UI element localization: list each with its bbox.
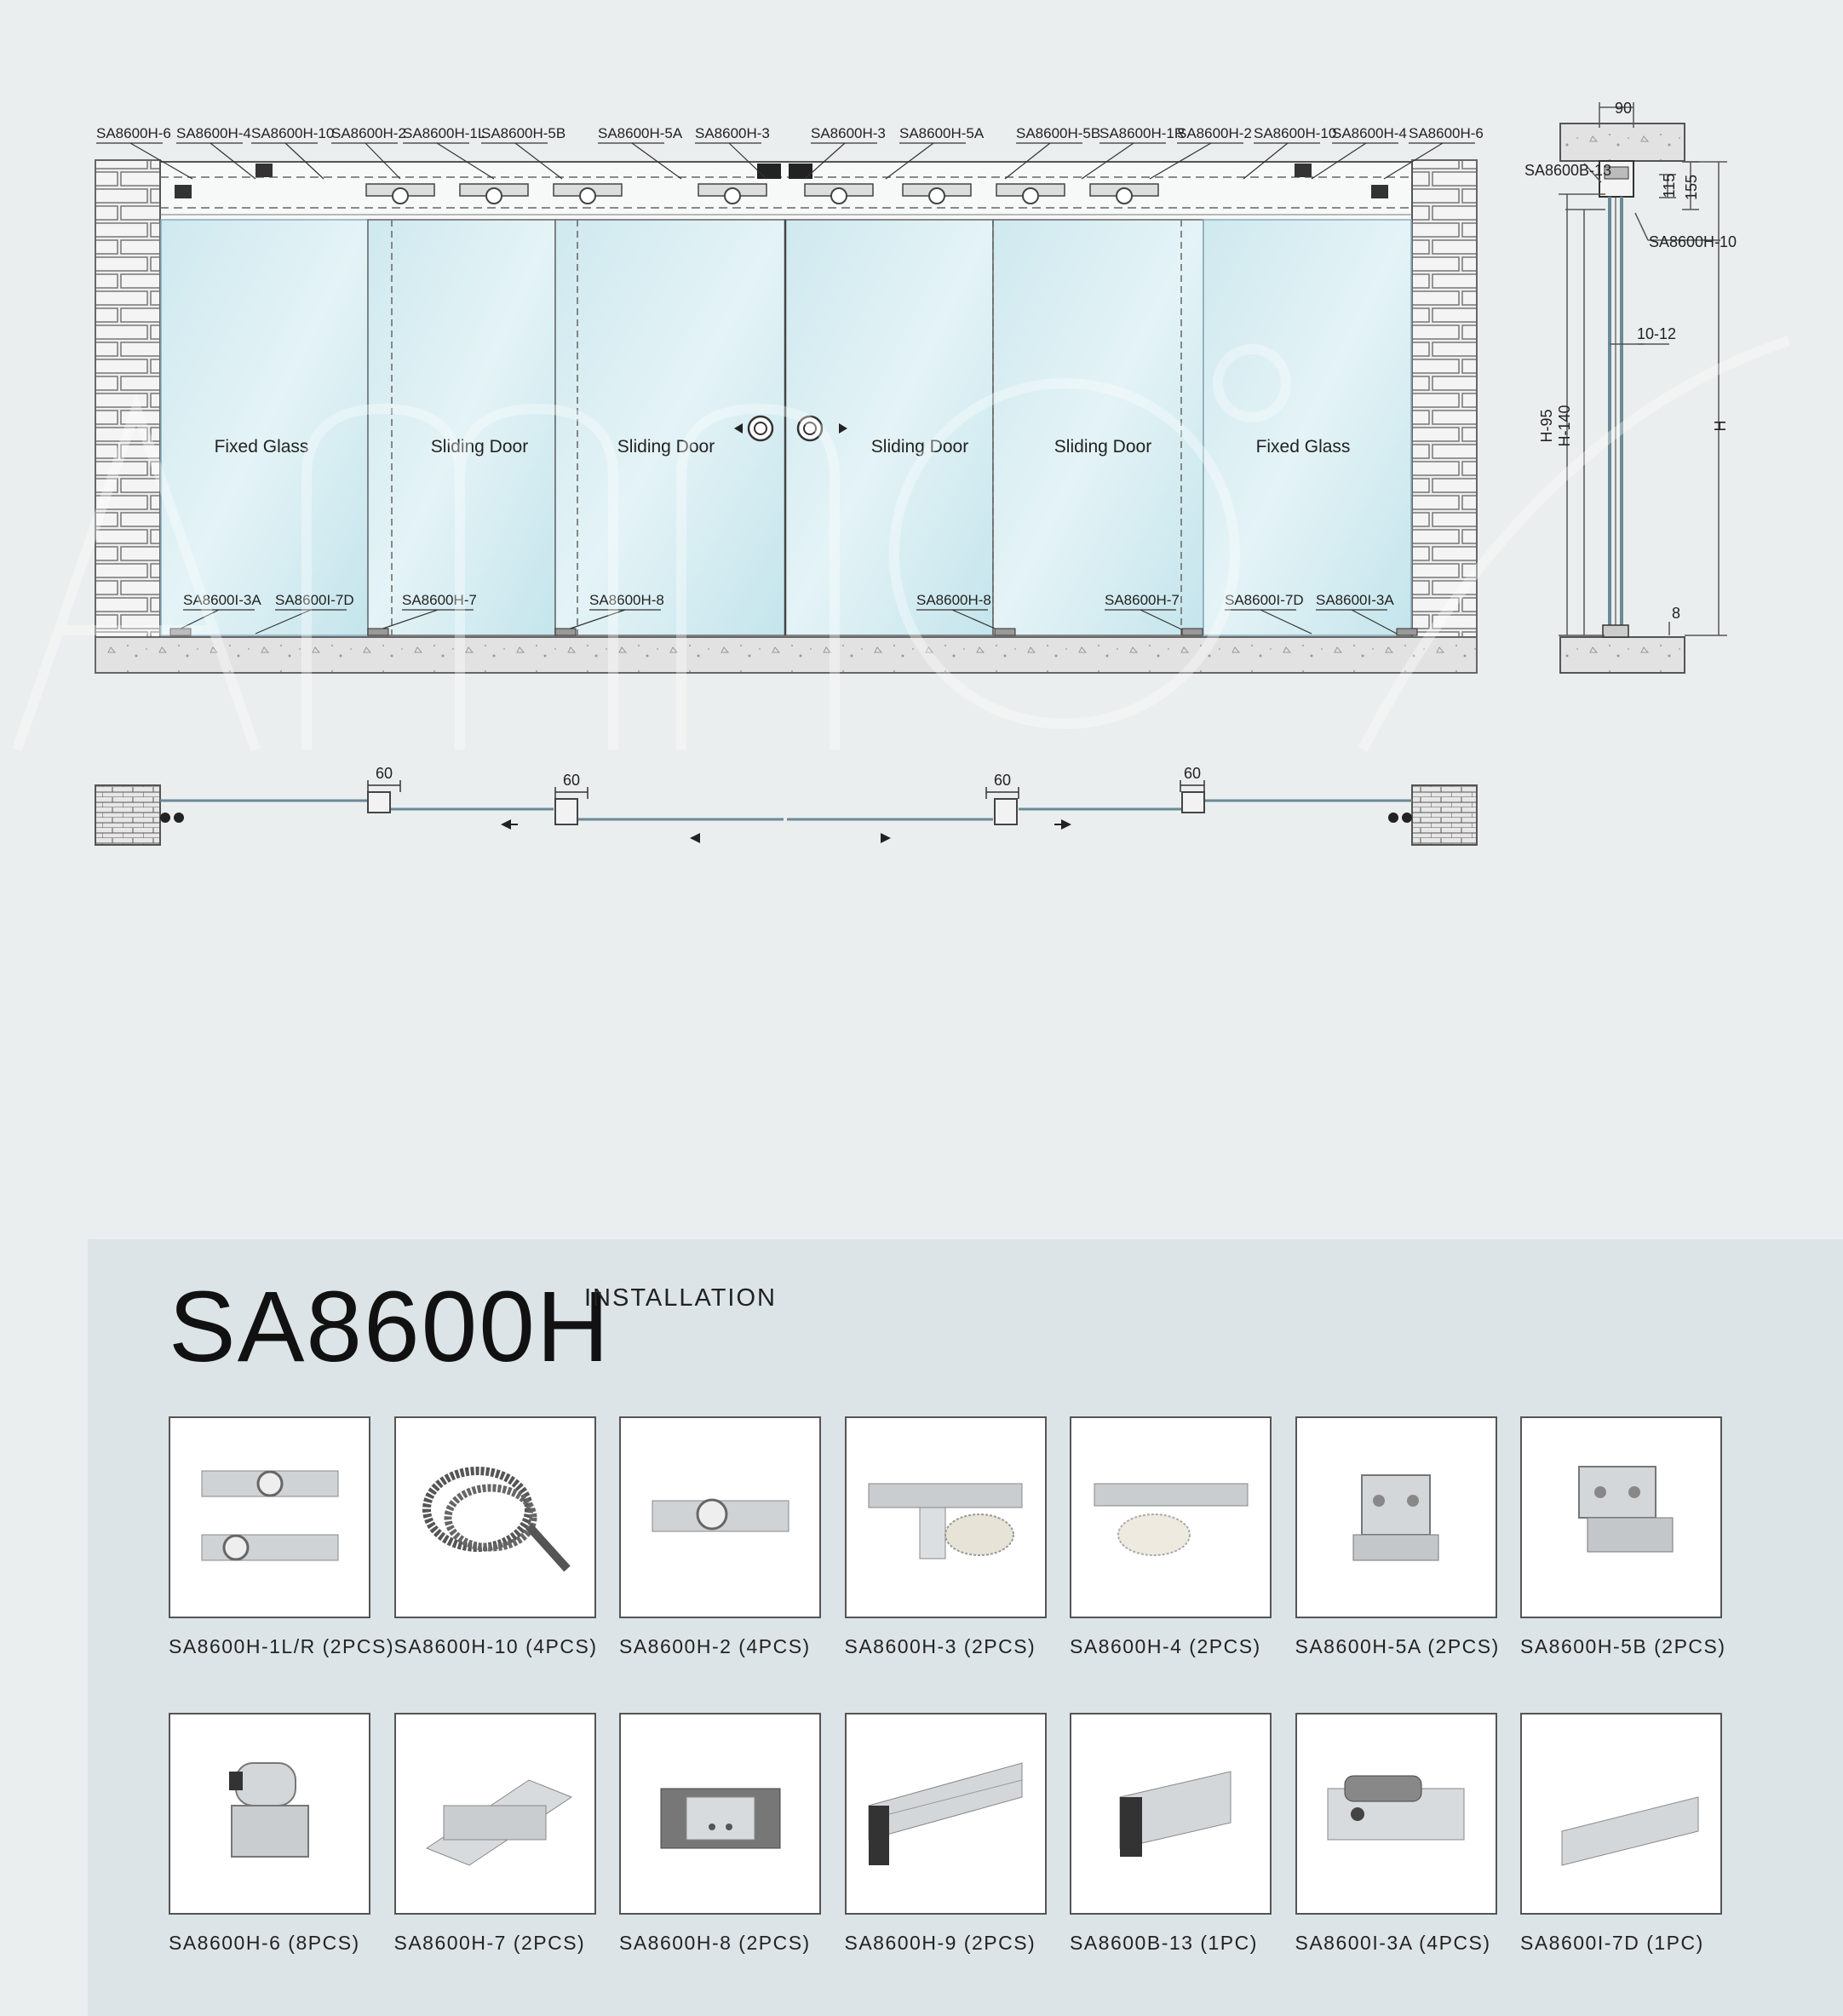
- damper-with-gear-icon: [845, 1416, 1047, 1618]
- elevation-view: [95, 125, 1484, 673]
- bottom-callout: SA8600I-3A: [183, 592, 261, 608]
- plan-view: [95, 765, 1477, 845]
- glass-panel: [368, 220, 555, 635]
- part-card: [1295, 1713, 1497, 1955]
- left-brick-wall: [95, 160, 160, 637]
- dim-label: 60: [562, 772, 581, 789]
- part-card: [619, 1713, 821, 1955]
- bottom-callout: SA8600H-7: [402, 592, 477, 608]
- top-callout: SA8600H-10: [251, 125, 335, 141]
- drive-belt-coil-icon: [394, 1416, 596, 1618]
- part-card: [1520, 1416, 1726, 1658]
- rail-profile-section-icon: [1070, 1713, 1272, 1915]
- top-callout: SA8600H-1L: [403, 125, 486, 141]
- end-stop-icon: [169, 1713, 370, 1915]
- part-card: [1295, 1416, 1500, 1658]
- left-plan-wall: [95, 785, 160, 845]
- part-caption: SA8600B-13 (1PC): [1070, 1932, 1258, 1954]
- top-callout: SA8600H-5B: [481, 125, 566, 141]
- top-callout: SA8600H-5A: [598, 125, 683, 141]
- bottom-callout: SA8600H-8: [589, 592, 664, 608]
- part-card: [845, 1416, 1047, 1658]
- panel-label: Fixed Glass: [1255, 437, 1351, 457]
- top-callout: SA8600H-2: [1177, 125, 1252, 141]
- roller-carriage-icon: [619, 1416, 821, 1618]
- part-caption: SA8600H-8 (2PCS): [619, 1932, 811, 1954]
- floor-guide-icon: [394, 1713, 596, 1915]
- top-callout: SA8600H-5B: [1016, 125, 1101, 141]
- top-callout: SA8600H-4: [176, 125, 251, 141]
- panel-label: Sliding Door: [870, 437, 969, 457]
- bottom-callout: SA8600I-7D: [1225, 592, 1304, 608]
- part-caption: SA8600H-4 (2PCS): [1070, 1635, 1261, 1657]
- section-callout-top: SA8600B-13: [1524, 162, 1612, 179]
- section-dim-h140: H-140: [1556, 405, 1573, 447]
- floor-guide-block-icon: [619, 1713, 821, 1915]
- part-card: [394, 1416, 596, 1658]
- panel-label: Sliding Door: [617, 437, 715, 457]
- section-dim-bottom: 8: [1671, 605, 1681, 622]
- section-dim-h95: H-95: [1538, 409, 1555, 443]
- glass-panel: [993, 220, 1203, 635]
- part-caption: SA8600H-5B (2PCS): [1520, 1635, 1726, 1657]
- top-callout: SA8600H-3: [811, 125, 886, 141]
- product-subtitle: INSTALLATION: [584, 1284, 777, 1312]
- parts-grid: [169, 1416, 1726, 1955]
- part-caption: SA8600H-6 (8PCS): [169, 1932, 360, 1954]
- section-dim-155: 155: [1683, 174, 1700, 201]
- pulley-mount-icon: [1070, 1416, 1272, 1618]
- top-rail-profile-icon: [845, 1713, 1047, 1915]
- part-caption: SA8600H-7 (2PCS): [393, 1932, 586, 1954]
- section-dim-gap: 10-12: [1637, 325, 1677, 342]
- floor-channel-profile-icon: [1520, 1713, 1722, 1915]
- part-card: [169, 1416, 394, 1658]
- catalog-section: [88, 1239, 1843, 2016]
- part-caption: SA8600H-2 (4PCS): [619, 1635, 811, 1657]
- part-caption: SA8600H-9 (2PCS): [844, 1932, 1036, 1954]
- floor-slab: [95, 637, 1477, 673]
- top-callout: SA8600H-1R: [1099, 125, 1186, 141]
- top-callout: SA8600H-6: [96, 125, 171, 141]
- plan-dimensions: [368, 765, 1204, 799]
- part-caption: SA8600I-7D (1PC): [1520, 1932, 1704, 1954]
- section-dim-115: 115: [1661, 173, 1678, 198]
- panel-label: Sliding Door: [430, 437, 529, 457]
- panel-label: Fixed Glass: [214, 437, 309, 457]
- part-card: [1520, 1713, 1722, 1955]
- section-dim-h: H: [1712, 420, 1729, 432]
- part-card: [394, 1713, 596, 1955]
- part-caption: SA8600I-3A (4PCS): [1295, 1932, 1491, 1954]
- part-caption: SA8600H-5A (2PCS): [1295, 1635, 1500, 1657]
- bottom-callout: SA8600H-8: [916, 592, 991, 608]
- part-caption: SA8600H-1L/R (2PCS): [169, 1635, 394, 1657]
- dim-label: 60: [1183, 765, 1202, 782]
- roller-carriage-pair-icon: [169, 1416, 370, 1618]
- panel-label: Sliding Door: [1054, 437, 1152, 457]
- bottom-callout: SA8600I-7D: [275, 592, 354, 608]
- bottom-callout: SA8600I-3A: [1316, 592, 1394, 608]
- top-callout: SA8600H-10: [1254, 125, 1337, 141]
- glass-clamp-bracket-icon: [1295, 1416, 1497, 1618]
- ceiling-slab: [1560, 123, 1685, 161]
- top-callout: SA8600H-2: [331, 125, 406, 141]
- part-card: [619, 1416, 821, 1658]
- dim-label: 60: [375, 765, 393, 782]
- top-callout: SA8600H-3: [695, 125, 770, 141]
- section-callout-right: SA8600H-10: [1649, 233, 1737, 250]
- right-plan-wall: [1412, 785, 1477, 845]
- top-callout: SA8600H-5A: [899, 125, 985, 141]
- part-card: [169, 1713, 370, 1955]
- glass-panel: [161, 220, 368, 635]
- glass-panel: [1203, 220, 1411, 635]
- section-floor-slab: [1560, 637, 1685, 673]
- fixed-glass-clamp-icon: [1295, 1713, 1497, 1915]
- part-caption: SA8600H-3 (2PCS): [844, 1635, 1036, 1657]
- section-width-dim: 90: [1614, 100, 1633, 117]
- part-caption: SA8600H-10 (4PCS): [393, 1635, 598, 1657]
- top-callout: SA8600H-4: [1332, 125, 1407, 141]
- bottom-callout: SA8600H-7: [1105, 592, 1180, 608]
- part-card: [1070, 1713, 1272, 1955]
- top-callout: SA8600H-6: [1409, 125, 1484, 141]
- product-title: SA8600H: [169, 1271, 611, 1383]
- section-view: [1524, 100, 1737, 673]
- part-card: [1070, 1416, 1272, 1658]
- angle-bracket-icon: [1520, 1416, 1722, 1618]
- dim-label: 60: [993, 772, 1012, 789]
- right-brick-wall: [1412, 160, 1477, 637]
- part-card: [845, 1713, 1047, 1955]
- top-track: [160, 162, 1412, 221]
